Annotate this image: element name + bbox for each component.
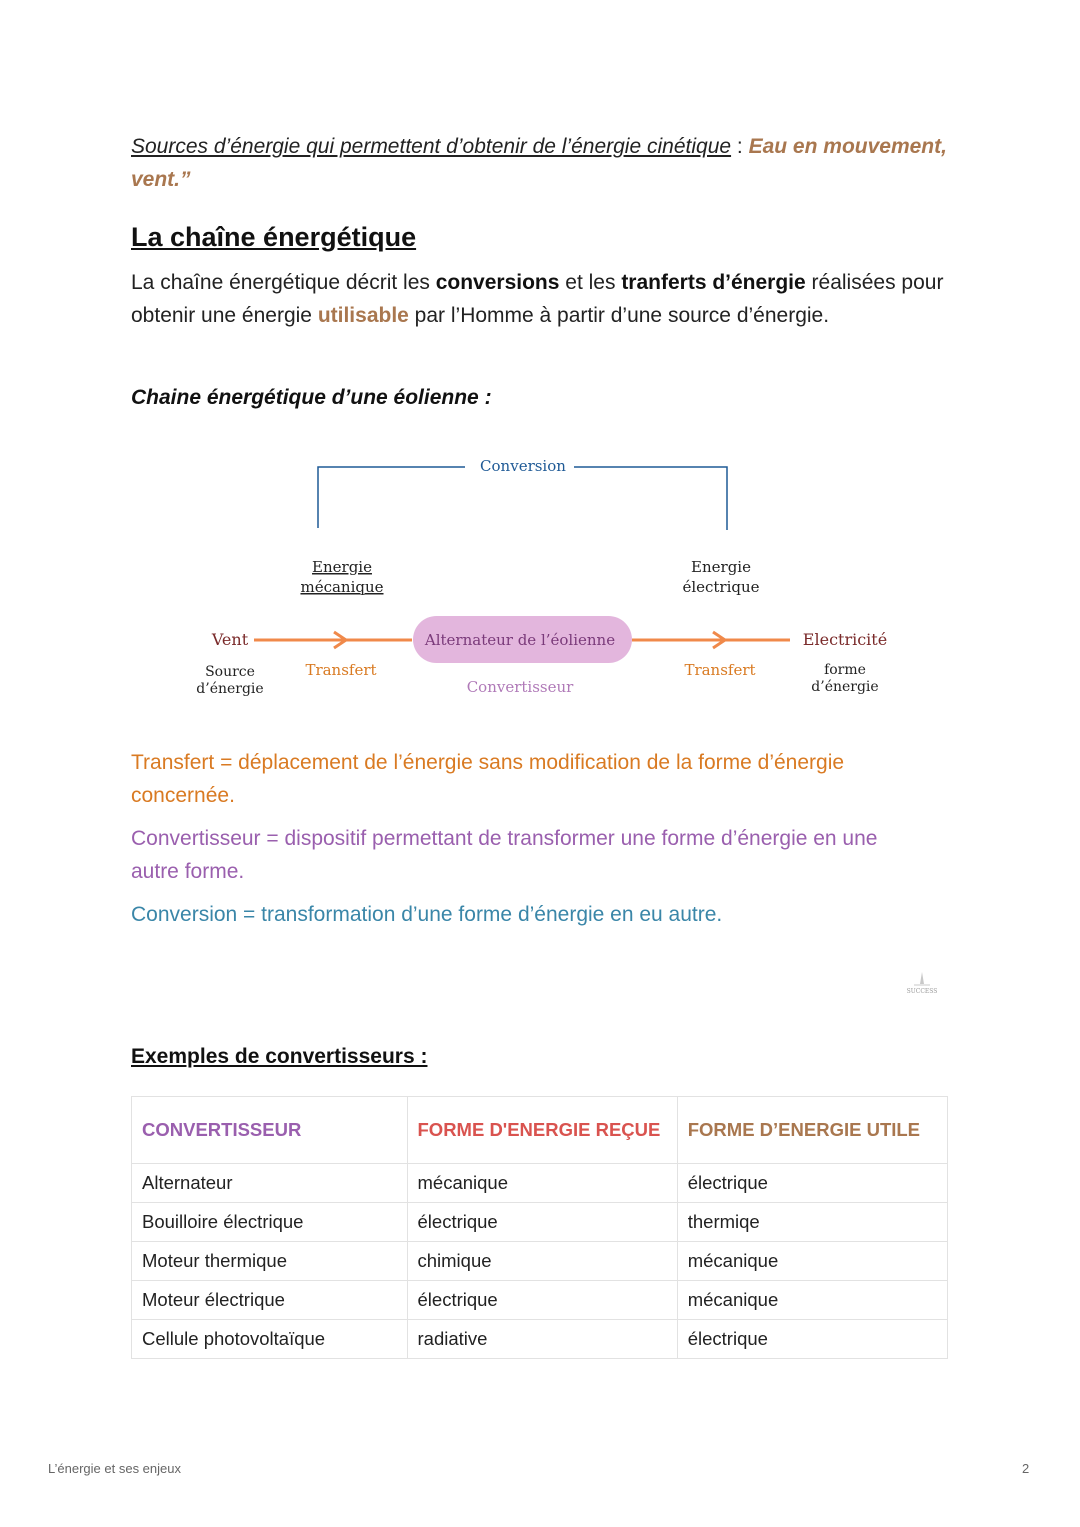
- logo-text: SUCCESS: [906, 988, 938, 995]
- cell-forme-recue: électrique: [407, 1203, 677, 1242]
- para-text: et les: [559, 271, 622, 294]
- source-vent: Vent: [211, 630, 249, 649]
- definition-conversion: Conversion = transformation d’une forme d’énergie en eu autre.: [131, 903, 723, 926]
- conversion-label: Conversion: [480, 457, 566, 475]
- para-utilisable: utilisable: [317, 304, 409, 327]
- energy-electrique-label-2: électrique: [682, 578, 760, 596]
- definition-convertisseur: Convertisseur = dispositif permettant de transformer une forme d’énergie en une autre forme.: [131, 827, 878, 883]
- cell-forme-recue: radiative: [407, 1320, 677, 1359]
- output-label-1: forme: [824, 662, 866, 678]
- cell-forme-utile: thermiqe: [677, 1203, 947, 1242]
- para-bold-conversions: conversions: [435, 271, 560, 294]
- page-number: 2: [1022, 1461, 1030, 1476]
- success-logo: [900, 970, 944, 1000]
- cell-convertisseur: Cellule photovoltaïque: [132, 1320, 408, 1359]
- cell-forme-recue: électrique: [407, 1281, 677, 1320]
- transfer-left-label: Transfert: [305, 661, 377, 679]
- intro-text: [131, 130, 951, 196]
- section-title: La chaîne énergétique: [131, 222, 417, 252]
- para-text: réalisées pour obtenir une énergie: [131, 271, 944, 327]
- cell-forme-recue: mécanique: [407, 1164, 677, 1203]
- converter-label: Convertisseur: [466, 678, 574, 696]
- source-label-2: d’énergie: [196, 681, 264, 697]
- energy-mecanique-label-1: Energie: [312, 558, 372, 576]
- cell-forme-utile: électrique: [677, 1164, 947, 1203]
- cell-forme-utile: électrique: [677, 1320, 947, 1359]
- table-row: [132, 1320, 948, 1359]
- converter-name: Alternateur de l’éolienne: [424, 631, 616, 649]
- energy-chain-diagram: [0, 440, 1080, 710]
- footer-title: L’énergie et ses enjeux: [48, 1461, 181, 1476]
- table-row: [132, 1242, 948, 1281]
- header-forme-utile: FORME D’ENERGIE UTILE: [677, 1097, 947, 1164]
- intro-value: Eau en mouvement, vent.”: [131, 135, 947, 191]
- energy-electrique-label-1: Energie: [691, 558, 751, 576]
- examples-title: Exemples de convertisseurs :: [131, 1045, 428, 1068]
- table-row: [132, 1281, 948, 1320]
- definition-transfert: Transfert = déplacement de l’énergie sans modification de la forme d’énergie concernée.: [131, 751, 845, 807]
- source-label-1: Source: [205, 664, 255, 680]
- para-bold-transferts: tranferts d’énergie: [621, 271, 806, 294]
- intro-paragraph: [131, 266, 951, 332]
- diagram-heading: Chaine énergétique d’une éolienne :: [131, 386, 492, 409]
- cell-convertisseur: Alternateur: [132, 1164, 408, 1203]
- conversion-bracket-right: [574, 467, 727, 530]
- intro-label: Sources d’énergie qui permettent d’obtenir de l’énergie cinétique: [131, 135, 732, 158]
- header-forme-recue: FORME D'ENERGIE REÇUE: [407, 1097, 677, 1164]
- table-row: [132, 1203, 948, 1242]
- cell-convertisseur: Moteur thermique: [132, 1242, 408, 1281]
- converters-table: [131, 1096, 948, 1359]
- output-label-2: d’énergie: [811, 679, 879, 695]
- output-electricite: Electricité: [802, 630, 888, 649]
- para-text: par l’Homme à partir d’une source d’énergie.: [408, 304, 830, 327]
- cell-forme-utile: mécanique: [677, 1242, 947, 1281]
- intro-separator: :: [731, 135, 749, 158]
- cell-forme-recue: chimique: [407, 1242, 677, 1281]
- table-header-row: [132, 1097, 948, 1164]
- conversion-bracket-left: [318, 467, 465, 528]
- header-convertisseur: CONVERTISSEUR: [132, 1097, 408, 1164]
- para-text: La chaîne énergétique décrit les: [131, 271, 436, 294]
- energy-mecanique-label-2: mécanique: [300, 578, 384, 596]
- cell-convertisseur: Bouilloire électrique: [132, 1203, 408, 1242]
- transfer-right-label: Transfert: [684, 661, 756, 679]
- table-row: [132, 1164, 948, 1203]
- cell-forme-utile: mécanique: [677, 1281, 947, 1320]
- cell-convertisseur: Moteur électrique: [132, 1281, 408, 1320]
